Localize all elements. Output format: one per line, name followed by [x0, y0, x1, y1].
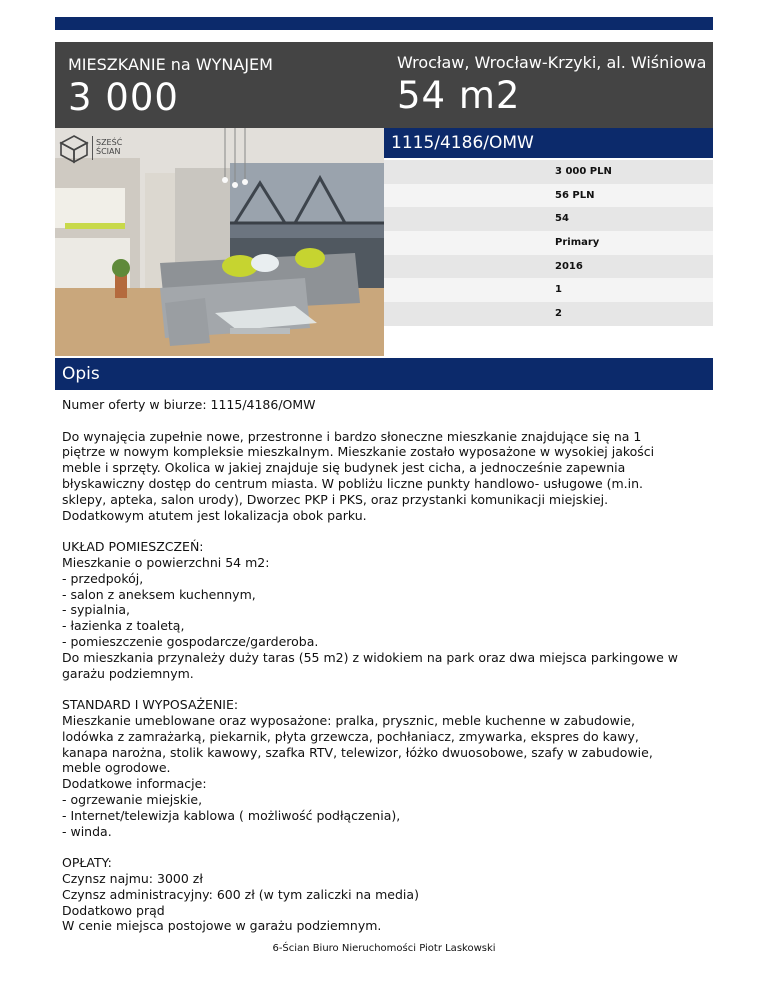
property-list [384, 160, 713, 326]
description-paragraph: STANDARD I WYPOSAŻENIE: Mieszkanie umeblowane oraz wyposażone: pralka, prysznic, meble kuchenne w zabudowie, lodówka z zamrażarką, piekarnik, płyta grzewcza, pochłaniacz, zmywarka, ekspres do kawy, kanapa narożna, stolik kawowy, szafka RTV, telewizor, łóżko dwuosobowe, szafy w zabudowie, meble ogrodowe. Dodatkowe informacje: - ogrzewanie miejskie, - Internet/telewizja kablowa ( możliwość podłączenia), - winda. [62, 697, 653, 839]
property-row: 54 [384, 207, 713, 231]
listing-type: MIESZKANIE na WYNAJEM [68, 55, 273, 74]
header-right [397, 54, 706, 116]
description-paragraph: UKŁAD POMIESZCZEŃ: Mieszkanie o powierzchni 54 m2: - przedpokój, - salon z aneksem kuchennym, - sypialnia, - łazienka z toaletą, - pomieszczenie gospodarcze/garderoba. Do mieszkania przynależy duży taras (55 m2) z widokiem na park oraz dwa miejsca parkingowe w garażu podziemnym. [62, 539, 678, 681]
listing-price: 3 000 [68, 76, 179, 119]
property-row: 2 [384, 302, 713, 326]
company-logo [59, 132, 129, 166]
logo-text-line1: SZEŚĆ [96, 138, 123, 147]
listing-area: 54 m2 [397, 74, 521, 117]
header-left [68, 56, 273, 118]
description-paragraph: OPŁATY: Czynsz najmu: 3000 zł Czynsz administracyjny: 600 zł (w tym zaliczki na media) Dodatkowo prąd W cenie miejsca postojowe w garażu podziemnym. [62, 855, 419, 934]
property-row: 3 000 PLN [384, 160, 713, 184]
property-row: 56 PLN [384, 184, 713, 208]
offer-reference: 1115/4186/OMW [384, 128, 713, 158]
top-accent-bar [55, 17, 713, 30]
property-row: 1 [384, 278, 713, 302]
property-row: Primary [384, 231, 713, 255]
logo-text [96, 138, 122, 156]
description-paragraph: Do wynajęcia zupełnie nowe, przestronne i bardzo słoneczne mieszkanie znajdujące się na 1 piętrze w nowym kompleksie mieszkalnym. Mieszkanie zostało wyposażone w wysokiej jakości meble i sprzęty. Okolica w jakiej znajduje się budynek jest cicha, a jednocześnie zapewnia błyskawiczny dostęp do centrum miasta. W pobliżu liczne punkty handlowo- usługowe (m.in. sklepy, apteka, salon urody), Dworzec PKP i PKS, oraz przystanki komunikacji miejskiej. Dodatkowym atutem jest lokalizacja obok parku. [62, 428, 655, 523]
description-heading: Opis [55, 358, 713, 390]
property-row: 2016 [384, 255, 713, 279]
logo-divider [92, 136, 93, 160]
apartment-photo [55, 128, 384, 356]
description-paragraph: Numer oferty w biurze: 1115/4186/OMW [62, 397, 316, 412]
cube-logo-icon [59, 134, 89, 164]
listing-location: Wrocław, Wrocław-Krzyki, al. Wiśniowa [397, 53, 707, 72]
description-body [62, 397, 710, 950]
logo-text-line2: ŚCIAN [96, 147, 121, 156]
page-footer: 6-Ścian Biuro Nieruchomości Piotr Laskowski [272, 943, 496, 954]
listing-header [55, 42, 713, 128]
